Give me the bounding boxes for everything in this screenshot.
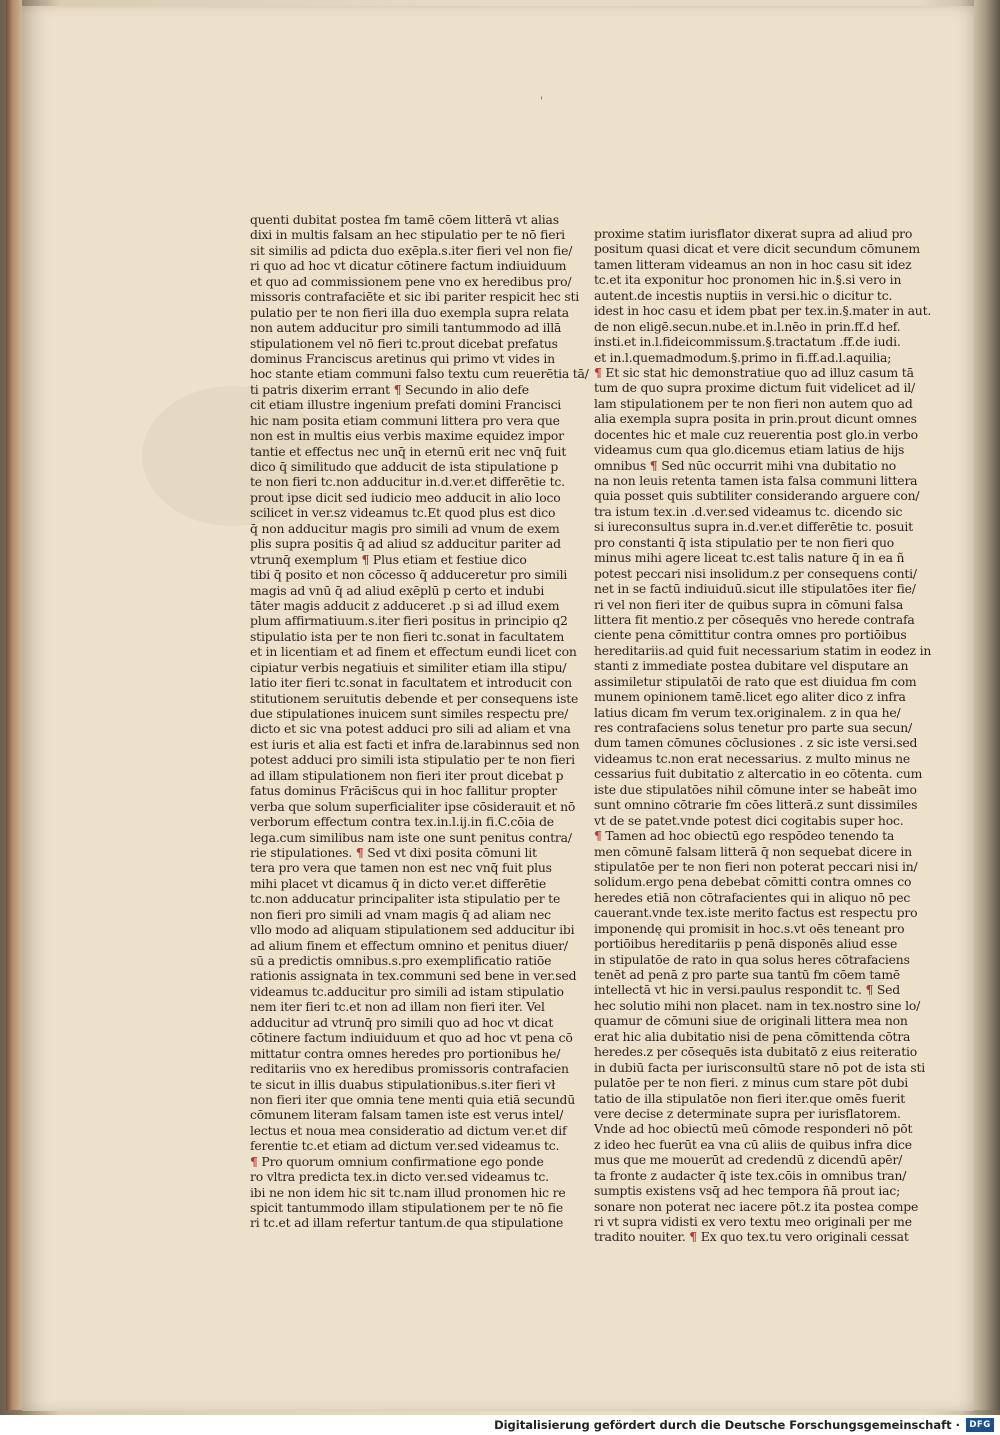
text-line: rationis assignata in tex.communi sed bene in ver.sed (250, 968, 577, 984)
text-line: hoc stante etiam communi falso textu cum reuerētia tā/ (250, 366, 589, 382)
text-line: non fieri pro simili ad vnam magis q̄ ad aliam nec (250, 906, 551, 922)
text-line: tibi q̄ posito et non cōcesso q̄ adduceretur pro simili (250, 567, 568, 583)
text-line: due stipulationes inuicem sunt similes respectu pre/ (250, 706, 569, 721)
text-line: cauerant.vnde tex.iste merito factus est respectu pro (594, 905, 918, 921)
text-line: iste due stipulatōes nihil cōmune inter se habeāt imo (594, 781, 917, 797)
text-line: scilicet in ver.sz videamus tc.Et quod plus est dico (250, 505, 556, 521)
text-line: cipiatur verbis negatiuis et similiter etiam illa stipu/ (250, 659, 567, 675)
text-line: tum de quo supra proxime dictum fuit videlicet ad il/ (594, 380, 915, 396)
text-line: ferentie tc.et etiam ad dictum ver.sed videamus tc. (250, 1138, 560, 1154)
text-line: Vnde ad hoc obiectū meū cōmode responderi nō pōt (594, 1121, 913, 1137)
text-line: quia posset quis subtiliter considerando arguere con/ (594, 488, 920, 504)
text-line: de non eligē.secun.nube.et in.l.nēo in prin.ff.d hef. (594, 318, 901, 334)
text-line: in stipulatōe de rato in qua solus heres cōtrafaciens (594, 951, 910, 967)
text-line: prout ipse dicit sed iudicio meo adducit in alio loco (250, 489, 561, 505)
text-line: ri tc.et ad illam refertur tantum.de qua stipulatione (250, 1215, 564, 1231)
text-line: docentes hic et male cuz reuerentia post glo.in verbo (594, 426, 918, 442)
text-line: dominus Franciscus aretinus qui primo vt vides in (250, 350, 555, 366)
text-line: in dubiū facta per iurisconsultū stare nō pot de ista sti (594, 1059, 926, 1075)
text-line: intellectā vt hic in versi.paulus respondit tc. ¶ (594, 982, 874, 998)
paragraph-mark: ¶ (361, 551, 370, 567)
text-line: dixi in multis falsam an hec stipulatio per te nō fieri (250, 227, 565, 243)
text-line: ti patris dixerim errant ¶ Secundo in alio defe (250, 381, 529, 397)
text-line: ri vel non fieri iter de quibus supra in cōmuni falsa (594, 596, 904, 612)
text-line: ro vltra predicta tex.in dicto ver.sed videamus tc. (250, 1169, 549, 1185)
text-line: proxime statim iurisflator dixerat supra ad aliud pro (594, 226, 913, 241)
text-line: non est in multis eius verbis maxime equidez impor (250, 428, 564, 444)
text-column-left (250, 212, 589, 1231)
text-line: tra istum tex.in .d.ver.sed videamus tc. dicendo sic (594, 503, 903, 519)
text-line: lega.cum similibus nam iste one sunt penitus contra/ (250, 829, 572, 845)
text-line: erat hic alia dubitatio nisi de pena cōmittenda cōtra (594, 1028, 911, 1044)
text-line: sumptis existens vsq̄ ad hec tempora n̄ā prout iac; (594, 1183, 901, 1199)
footer-bar (0, 1415, 1000, 1435)
text-line: videamus tc.adducitur pro simili ad istam stipulatio (250, 983, 564, 999)
text-line: plis supra positis q̄ ad aliud sz adducitur pariter ad (250, 536, 561, 552)
text-line: tāter magis adducit z adduceret .p si ad illud exem (250, 597, 560, 613)
text-line: nem iter fieri tc.et non ad illam non fieri iter. Vel (250, 999, 545, 1015)
text-line: q̄ non adducitur magis pro simili ad vnum de exem (250, 520, 560, 536)
text-line: vllo modo ad aliquam stipulationem sed adducitur ibi (250, 922, 575, 938)
text-line: tamen litteram videamus an non in hoc casu sit idez (594, 256, 912, 272)
text-line: vere decise z determinate supra per iurisflatorem. (594, 1105, 901, 1121)
text-line: sit similis ad pdicta duo exēpla.s.iter fieri vel non fie/ (250, 242, 573, 258)
text-line: pulatōe per te non fieri. z minus cum stare pōt dubi (594, 1075, 909, 1091)
text-line: stipulatōe per te non fieri non poterat peccari nisi in/ (594, 858, 918, 874)
margin-mark: ' (540, 96, 543, 107)
text-line: reditariis vno ex heredibus promissoris contrafacien (250, 1061, 569, 1077)
text-line: ad alium finem et effectum omnino et penitus diuer/ (250, 937, 568, 953)
text-line: latio iter fieri tc.sonat in facultatem et introducit con (250, 675, 572, 691)
text-line: positum quasi dicat et vere dicit secundum cōmunem (594, 241, 920, 257)
text-line: videamus cum qua glo.dicemus etiam latius de hijs (594, 442, 905, 458)
text-line: net in se factū indiuiduū.sicut ille stipulatōes iter fie/ (594, 581, 916, 597)
text-line: stanti z immediate postea dubitare vel disputare an (594, 658, 909, 674)
text-line: z ideo hec fuerūt ea vna cū aliis de quibus infra dice (594, 1136, 912, 1152)
text-line: autent.de incestis nuptiis in versi.hic o dicitur tc. (594, 287, 893, 303)
text-line: men cōmunē falsam litterā q̄ non sequebat dicere in (594, 843, 912, 859)
text-line: sū a predictis omnibus.s.pro exemplificatio ratiōe (250, 953, 552, 968)
text-line: te non fieri tc.non adducitur in.d.ver.et differētie tc. (250, 474, 565, 490)
text-line: pro constanti q̄ ista stipulatio per te non fieri quo (594, 534, 895, 550)
text-line: est iuris et alia est facti et infra de.larabinnus sed non (250, 736, 580, 752)
text-line: ¶ Pro quorum omnium confirmatione ego ponde (250, 1153, 544, 1169)
text-line: stipulatio ista per te non fieri tc.sonat in facultatem (250, 628, 565, 644)
text-line: latius dicam fm verum tex.originalem. z in qua he/ (594, 704, 901, 720)
paragraph-mark: ¶ (689, 1229, 697, 1245)
text-line: vt de se patet.vnde potest dici cogitabis super hoc. (594, 812, 904, 828)
text-line: ri quo ad hoc vt dicatur cōtinere factum indiuiduum (250, 258, 567, 274)
paragraph-mark: ¶ (594, 828, 602, 844)
funding-credit: Digitalisierung gefördert durch die Deutsche Forschungsgemeinschaft · (494, 1418, 960, 1432)
dfg-logo: DFG (966, 1418, 994, 1432)
text-line: verborum effectum contra tex.in.l.ij.in fi.C.cōia de (250, 814, 554, 830)
text-line: rie stipulationes. ¶ Sed vt dixi posita cōmuni lit (250, 844, 537, 860)
text-line: ¶ Tamen ad hoc obiectū ego respōdeo tenendo ta (594, 828, 895, 844)
text-line: quamur de cōmuni siue de originali littera mea non (594, 1013, 908, 1029)
text-line: fatus dominus Frācis̄cus qui in hoc fallitur propter (250, 783, 557, 799)
text-line: ¶ Et sic stat hic demonstratiue quo ad illuz casum tā (594, 364, 914, 380)
text-line: lectus et noua mea consideratio ad dictum ver.et dif (250, 1122, 567, 1138)
text-line: tantie et effectus nec unq̄ in eternū erit nec vnq̄ fuit (250, 443, 567, 459)
text-line: vtrunq̄ exemplum ¶ Plus etiam et festiue dico (250, 551, 527, 567)
text-line: cessarius fuit dubitatio z altercatio in eo cōtenta. cum (594, 766, 923, 782)
paragraph-mark: ¶ (393, 381, 402, 397)
text-line: et in.l.quemadmodum.§.primo in fi.ff.ad.l.aquilia; (594, 349, 892, 365)
paragraph-mark: ¶ (594, 364, 602, 380)
text-line: adducitur ad vtrunq̄ pro simili quo ad hoc vt dicat (250, 1014, 554, 1030)
text-line: stitutionem seruitutis debende et per consequens iste (250, 690, 579, 706)
text-line: tc.non adducatur principaliter ista stipulatio per te (250, 891, 561, 907)
text-line: cit etiam illustre ingenium prefati domini Francisci (250, 397, 562, 413)
text-line: tera pro vera que tamen non est nec vnq̄ fuit plus (250, 860, 552, 876)
text-line: mihi placet vt dicamus q̄ in dicto ver.et differētie (250, 875, 547, 891)
text-line: hereditariis.ad quid fuit necessarium statim in eodez in (594, 642, 932, 658)
text-line: idest in hoc casu et idem pbat per tex.in.§.mater in aut. (594, 303, 932, 319)
text-line: dicto et sic vna potest adduci pro sili ad aliam et vna (250, 721, 571, 737)
text-line: dum tamen cōmunes cōclusiones . z sic iste versi.sed (594, 735, 918, 751)
text-line: dico q̄ similitudo que adducit de ista stipulatione p (250, 459, 559, 474)
page-stack-edge (974, 0, 1000, 1410)
text-line: missoris contrafaciēte et sic ibi pariter respicit hec sti (250, 289, 580, 305)
text-line: plum affirmatiuum.s.iter fieri positus in principio q2 (250, 613, 568, 629)
text-line: verba que solum superficialiter ipse cōsiderauit et nō (250, 798, 576, 814)
text-line: tc.et ita exponitur hoc pronomen hic in.§.si vero in (594, 272, 902, 288)
text-line: si iureconsultus supra in.d.ver.et differētie tc. posuit (594, 519, 913, 535)
text-line: cōtinere factum indiuiduum et quo ad hoc vt pena cō (250, 1030, 573, 1046)
text-line: munem opinionem tamē.licet ego aliter dico z infra (594, 689, 906, 705)
text-line: ri vt supra vidisti ex vero textu meo originali per me (594, 1214, 912, 1229)
text-line: lam stipulationem per te non fieri non autem quo ad (594, 395, 913, 411)
paragraph-mark: ¶ (649, 457, 658, 473)
text-line: hic nam posita etiam communi littera pro vera que (250, 412, 560, 428)
text-line: hec solutio mihi non placet. nam in tex.nostro sine lo/ (594, 997, 921, 1013)
text-line: mus que me mouerūt ad credendū z dicendū apēr/ (594, 1152, 903, 1168)
text-line: solidum.ergo pena debebat cōmitti contra omnes co (594, 874, 912, 890)
text-line: et quo ad commissionem pene vno ex heredibus pro/ (250, 273, 572, 289)
text-line: quenti dubitat postea fm tamē cōem litterā vt alias (250, 212, 559, 227)
text-column-right (594, 226, 932, 1245)
text-line: heredes etiā non cōtrafacientes qui in aliquo nō pec (594, 889, 911, 905)
text-line: non autem adducitur pro simili tantummodo ad illā (250, 320, 562, 336)
paragraph-mark: ¶ (865, 982, 874, 998)
text-line: tatio de illa stipulatōe non fieri iter.que omēs fuerit (594, 1090, 906, 1106)
text-line: potest adduci pro simili ista stipulatio per te non fieri (250, 752, 575, 768)
text-line: tradito nouiter. ¶ Ex quo tex.tu vero originali cessat (594, 1229, 909, 1245)
text-line: minus mihi agere liceat tc.est talis nature q̄ in ea ñ (594, 550, 905, 566)
text-line: heredes.z per cōsequēs ista dubitatō z eius reiteratio (594, 1044, 918, 1060)
text-line: ad illam stipulationem non fieri iter prout dicebat p (250, 767, 564, 783)
text-line: videamus tc.non erat necessarius. z multo minus ne (594, 750, 911, 766)
text-line: imponendę qui promisit in hoc.s.vt oēs teneant pro (594, 920, 905, 936)
text-line: assimiletur stipulatōi de rato que est diuidua fm com (594, 673, 917, 689)
text-line: magis ad vnū q̄ ad aliud exēplū p certo et indubi (250, 582, 545, 598)
text-line: spicit tantummodo illam stipulationem per te nō fie (250, 1200, 564, 1215)
text-line: portiōibus hereditariis p penā disponēs aliud esse (594, 936, 898, 952)
text-line: stipulationem vel nō fieri tc.prout dicebat prefatus (250, 335, 558, 351)
text-line: omnibus ¶ Sed nūc occurrit mihi vna dubitatio no (594, 457, 897, 473)
text-line: alia exempla supra posita in prin.prout dicunt omnes (594, 411, 917, 427)
text-line: sunt omnino cōtrarie fm cōes litterā.z sunt dissimiles (594, 797, 918, 813)
text-line: tenēt ad penā z pro parte sua tantū fm cōem tamē (594, 967, 901, 982)
text-line: et in licentiam et ad finem et effectum eundi licet con (250, 644, 577, 660)
book-binding-edge (6, 0, 22, 1410)
text-line: sonare non poterat nec iacere pōt.z ita postea compe (594, 1198, 919, 1214)
text-line: non fieri iter que omnia tene menti quia etiā secundū (250, 1091, 576, 1107)
text-line: na non leuis retenta tamen ista falsa communi littera (594, 473, 918, 488)
paragraph-mark: ¶ (250, 1153, 258, 1169)
text-line: insti.et in.l.fideicommissum.§.tractatum .ff.de iudi. (594, 334, 901, 350)
text-line: res contrafaciens solus tenetur pro parte sua secun/ (594, 720, 912, 735)
text-line: littera fit mentio.z per cōsequēs vno herede contrafa (594, 611, 915, 627)
text-line: ta fronte z audacter q̄ iste tex.cōis in omnibus tran/ (594, 1167, 907, 1183)
text-line: pulatio per te non fieri illa duo exempla supra relata (250, 304, 569, 320)
text-line: potest peccari nisi insolidum.z per consequens conti/ (594, 565, 917, 581)
paragraph-mark: ¶ (355, 844, 364, 860)
text-line: ibi ne non idem hic sit tc.nam illud pronomen hic re (250, 1184, 566, 1200)
text-line: cōmunem literam falsam tamen iste est verus intel/ (250, 1107, 564, 1123)
text-line: te sicut in illis duabus stipulationibus.s.iter fieri vł (250, 1076, 556, 1092)
text-line: ciente pena cōmittitur contra omnes pro portiōibus (594, 627, 907, 643)
text-line: mittatur contra omnes heredes pro portionibus he/ (250, 1045, 561, 1061)
